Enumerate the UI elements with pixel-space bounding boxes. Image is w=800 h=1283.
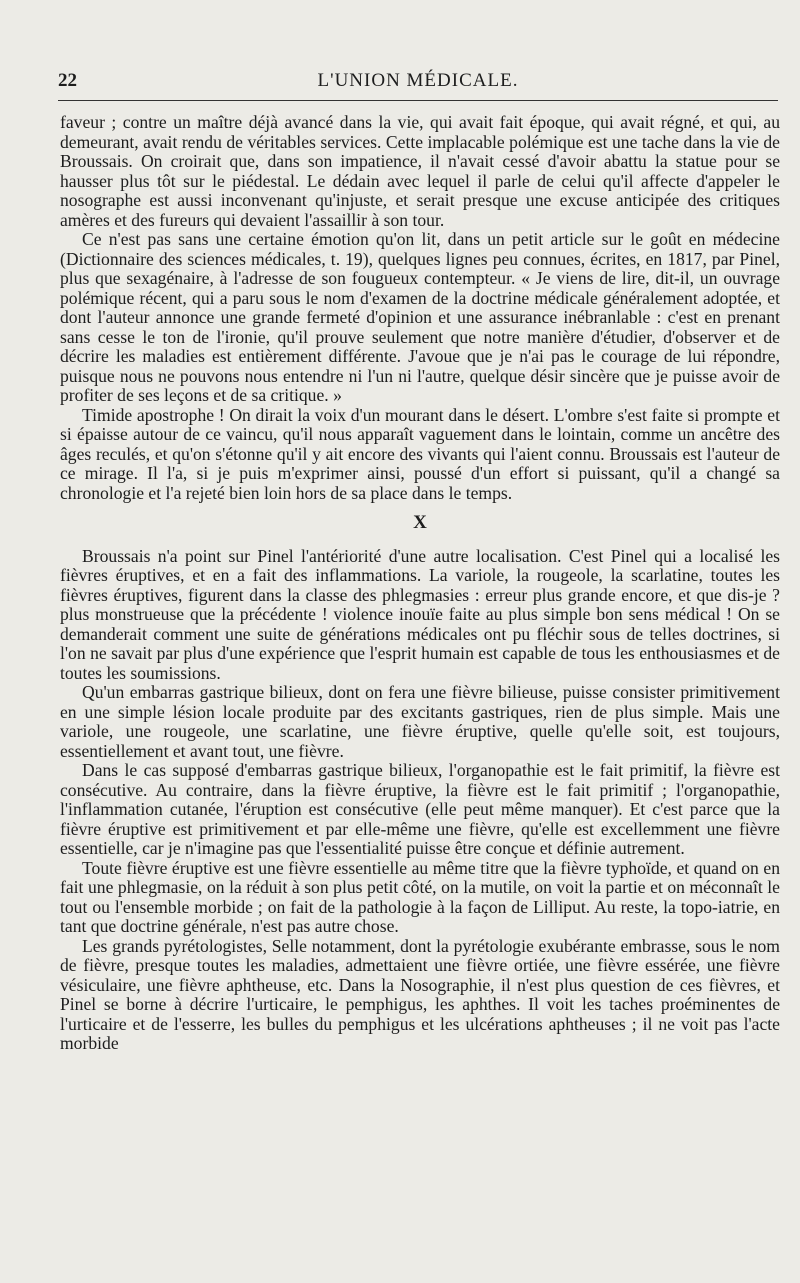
paragraph: Ce n'est pas sans une certaine émotion qu'on lit, dans un petit article sur le goût en médecine (Dictionnaire des sciences médicales, t. 19), quelques lignes peu connues, écrites, en 1817, par Pinel, plus que sexagénaire, à l'adresse de son fougueux contempteur. « Je viens de lire, dit-il, un ouvrage polémique récent, qui a paru sous le nom d'examen de la doctrine médicale généralement adoptée, et dont l'auteur annonce une grande fermeté d'opinion et une assurance inébranlable : c'est en prenant sans cesse le ton de l'ironie, qu'il prouve seulement que notre manière d'étudier, d'observer et de décrire les maladies est entièrement différente. J'avoue que je n'ai pas le courage de lui répondre, puisque nous ne pouvons nous entendre ni l'un ni l'autre, quelque désir sincère que je puisse avoir de profiter de ses leçons et de sa critique. » (60, 229, 780, 405)
paragraph: Timide apostrophe ! On dirait la voix d'un mourant dans le désert. L'ombre s'est faite si prompte et si épaisse autour de ce vaincu, qu'il nous apparaît vaguement dans le lointain, comme un ancêtre des âges reculés, et qu'on s'étonne qu'il y ait encore des vivants qui l'aient connu. Broussais est l'auteur de ce mirage. Il l'a, si je puis m'exprimer ainsi, poussé d'un effort si puissant, qu'il a changé sa chronologie et l'a rejeté bien loin hors de sa place dans le temps. (60, 404, 780, 503)
journal-title: L'UNION MÉDICALE. (317, 70, 519, 91)
section-numeral: X (413, 512, 427, 533)
paragraph: Broussais n'a point sur Pinel l'antériorité d'une autre localisation. C'est Pinel qui a localisé les fièvres éruptives, et en a fait des inflammations. La variole, la rougeole, la scarlatine, toutes les fièvres éruptives, figurent dans la classe des phlegmasies : erreur plus grande encore, et que dis-je ? plus monstrueuse que la précédente ! violence inouïe faite au plus simple bon sens médical ! On se demanderait comment une suite de générations médicales ont pu fléchir sous de telles doctrines, si l'on ne savait par plus d'une expérience que l'esprit humain est capable de tous les enthousiasmes et de toutes les soumissions. (60, 545, 780, 683)
section-heading (60, 513, 780, 533)
header-rule (58, 100, 778, 101)
paragraph: Les grands pyrétologistes, Selle notamment, dont la pyrétologie exubérante embrasse, sous le nom de fièvre, presque toutes les maladies, admettaient une fièvre ortiée, une fièvre essérée, une fièvre vésiculaire, une fièvre aphtheuse, etc. Dans la Nosographie, il n'est plus question de ces fièvres, et Pinel se borne à décrire l'urticaire, le pemphigus, les aphthes. Il voit les taches proéminentes de l'urticaire et de l'esserre, les bulles du pemphigus et les ulcérations aphtheuses ; il ne voit pas l'acte morbide (60, 935, 780, 1053)
page-number: 22 (58, 70, 77, 91)
paragraph: Qu'un embarras gastrique bilieux, dont on fera une fièvre bilieuse, puisse consister primitivement en une simple lésion locale produite par des excitants gastriques, rien de plus simple. Mais une variole, une rougeole, une scarlatine, une fièvre éruptive, quelle qu'elle soit, est toujours, essentiellement et avant tout, une fièvre. (60, 682, 780, 761)
paragraph: faveur ; contre un maître déjà avancé dans la vie, qui avait fait époque, qui avait régné, et qui, au demeurant, avait rendu de véritables services. Cette implacable polémique est une tache dans la vie de Broussais. On croirait que, dans son impatience, il n'avait cessé d'avoir abattu la statue pour se hausser plus tôt sur le piédestal. Le dédain avec lequel il parle de celui qu'il affecte d'appeler le nosographe est aussi inconvenant qu'injuste, et serait presque une excuse anticipée des critiques amères et des fureurs qui devaient l'assaillir à son tour. (60, 112, 780, 230)
paragraph: Toute fièvre éruptive est une fièvre essentielle au même titre que la fièvre typhoïde, et quand on en fait une phlegmasie, on la réduit à son plus petit côté, on la mutile, on voit la partie et on méconnaît le tout ou l'ensemble morbide ; on fait de la pathologie à la façon de Lilliput. Au reste, la topo-iatrie, en tant que doctrine générale, n'est pas autre chose. (60, 857, 780, 936)
paragraph: Dans le cas supposé d'embarras gastrique bilieux, l'organopathie est le fait primitif, la fièvre est consécutive. Au contraire, dans la fièvre éruptive, la fièvre est le fait primitif ; l'organopathie, l'inflammation cutanée, l'éruption est consécutive (elle peut même manquer). Et c'est parce que la fièvre éruptive est primitivement et par elle-même une fièvre, qu'elle est excellemment une fièvre essentielle, car je n'imagine pas que l'essentialité puisse être conçue et définie autrement. (60, 760, 780, 858)
running-header (58, 66, 778, 96)
body-text (60, 113, 780, 1054)
